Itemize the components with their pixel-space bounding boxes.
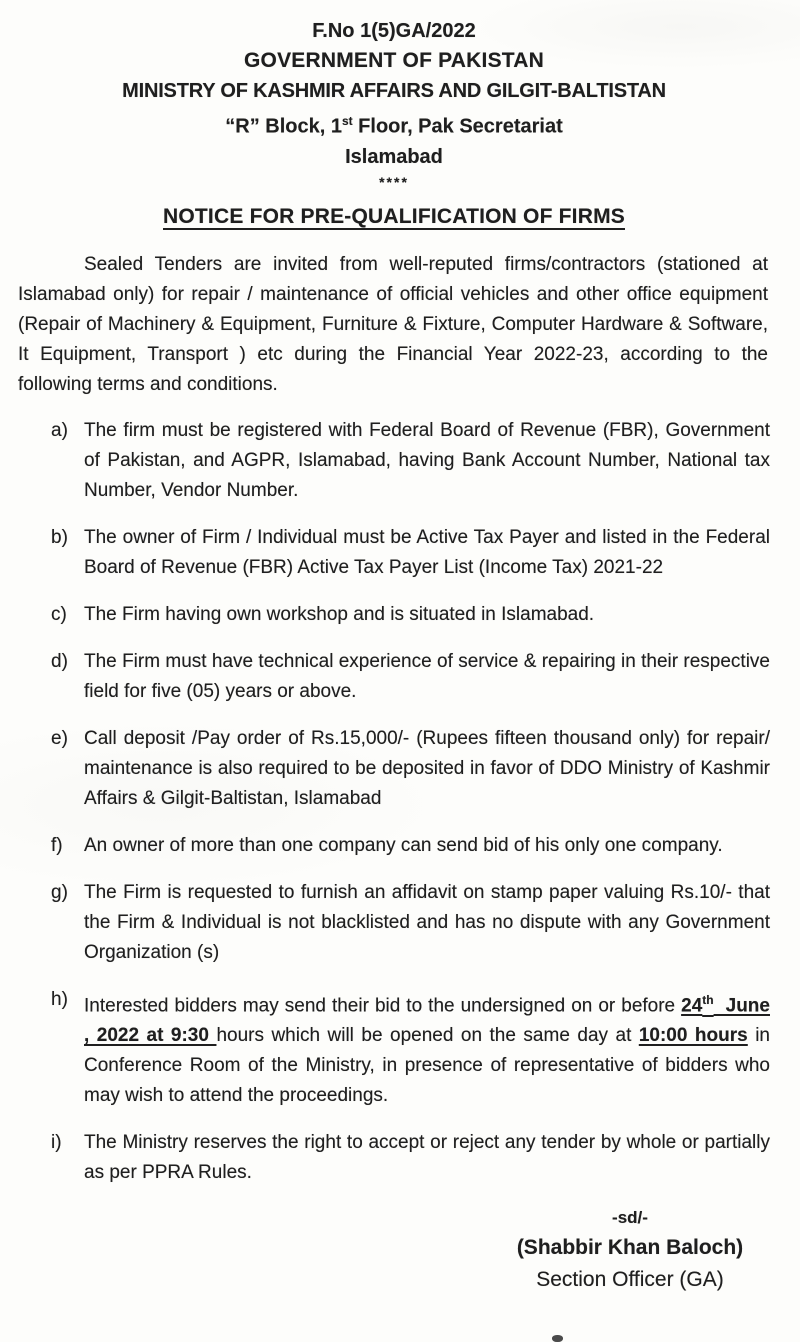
signatory-name: (Shabbir Khan Baloch) xyxy=(516,1235,744,1259)
signatory-designation: Section Officer (GA) xyxy=(536,1267,724,1291)
org-line-government: GOVERNMENT OF PAKISTAN xyxy=(244,49,544,72)
document-header xyxy=(18,16,770,192)
list-item xyxy=(18,1128,770,1188)
item-text: The owner of Firm / Individual must be Active Tax Payer and listed in the Federal Board of Revenue (FBR) Active Tax Payer List (Income Tax) 2021-22 xyxy=(84,526,770,578)
notice-title: NOTICE FOR PRE-QUALIFICATION OF FIRMS xyxy=(163,204,625,228)
item-text: An owner of more than one company can send bid of his only one company. xyxy=(84,834,723,856)
address-ordinal-sup: st xyxy=(341,114,353,128)
item-marker: g) xyxy=(51,881,68,903)
item-text: The firm must be registered with Federal Board of Revenue (FBR), Government of Pakistan, and AGPR, Islamabad, having Bank Account Number, National tax Number, Vendor Number. xyxy=(84,419,770,501)
list-item xyxy=(18,831,770,861)
item-text-segment: 10:00 hours xyxy=(638,1024,748,1046)
item-marker: e) xyxy=(51,727,68,749)
item-text-segment: th xyxy=(702,992,714,1007)
item-text: The Firm is requested to furnish an affidavit on stamp paper valuing Rs.10/- that the Firm & Individual is not blacklisted and has no dispute with any Government Organization (s) xyxy=(84,881,770,963)
signature-block xyxy=(490,1205,770,1295)
item-marker: b) xyxy=(51,526,68,548)
item-marker: a) xyxy=(51,419,68,441)
intro-paragraph: Sealed Tenders are invited from well-reputed firms/contractors (stationed at Islamabad only) for repair / maintenance of official vehicles and other office equipment (Repair of Machinery & Equipment, Furniture & Fixture, Computer Hardware & Software, It Equipment, Transport ) etc during the Financial Year 2022-23, according to the following terms and conditions. xyxy=(18,253,768,395)
item-text-segment: in Conference Room of the Ministry, in presence of representative of bidders who may wish to attend the proceedings. xyxy=(84,1024,770,1106)
terms-and-conditions-list xyxy=(18,416,770,1188)
item-text: The Ministry reserves the right to accept or reject any tender by whole or partially as per PPRA Rules. xyxy=(84,1131,770,1183)
item-marker: h) xyxy=(51,988,68,1010)
cut-off-text-fragment xyxy=(552,1335,563,1342)
item-text-segment: June , 2022 at 9:30 xyxy=(84,994,770,1046)
item-marker: c) xyxy=(51,603,67,625)
list-item xyxy=(18,985,770,1111)
list-item xyxy=(18,647,770,707)
item-text-segment: 24 xyxy=(681,994,703,1016)
address-pre: “R” Block, 1 xyxy=(225,115,342,138)
separator-stars: **** xyxy=(379,173,409,190)
address-post: Floor, Pak Secretariat xyxy=(352,115,563,138)
item-marker: f) xyxy=(51,834,63,856)
item-text xyxy=(84,985,770,1111)
list-item xyxy=(18,600,770,630)
item-text: The Firm must have technical experience of service & repairing in their respective field for five (05) years or above. xyxy=(84,650,770,702)
list-item xyxy=(18,523,770,583)
item-text: Call deposit /Pay order of Rs.15,000/- (Rupees fifteen thousand only) for repair/ maintenance is also required to be deposited in favor of DDO Ministry of Kashmir Affairs & Gilgit-Baltistan, Islamabad xyxy=(84,727,770,809)
city-line: Islamabad xyxy=(345,145,443,168)
sd-line: -sd/- xyxy=(612,1207,648,1227)
list-item xyxy=(18,878,770,968)
item-text: The Firm having own workshop and is situated in Islamabad. xyxy=(84,603,595,625)
item-marker: i) xyxy=(51,1131,62,1153)
list-item xyxy=(18,416,770,506)
org-line-ministry: MINISTRY OF KASHMIR AFFAIRS AND GILGIT-BALTISTAN xyxy=(122,80,666,102)
file-number: F.No 1(5)GA/2022 xyxy=(312,20,476,42)
list-item xyxy=(18,724,770,814)
item-text-segment: hours which will be opened on the same day at xyxy=(216,1024,639,1046)
item-marker: d) xyxy=(51,650,68,672)
item-text-segment: Interested bidders may send their bid to the undersigned on or before xyxy=(84,994,682,1016)
address-line xyxy=(18,106,770,142)
